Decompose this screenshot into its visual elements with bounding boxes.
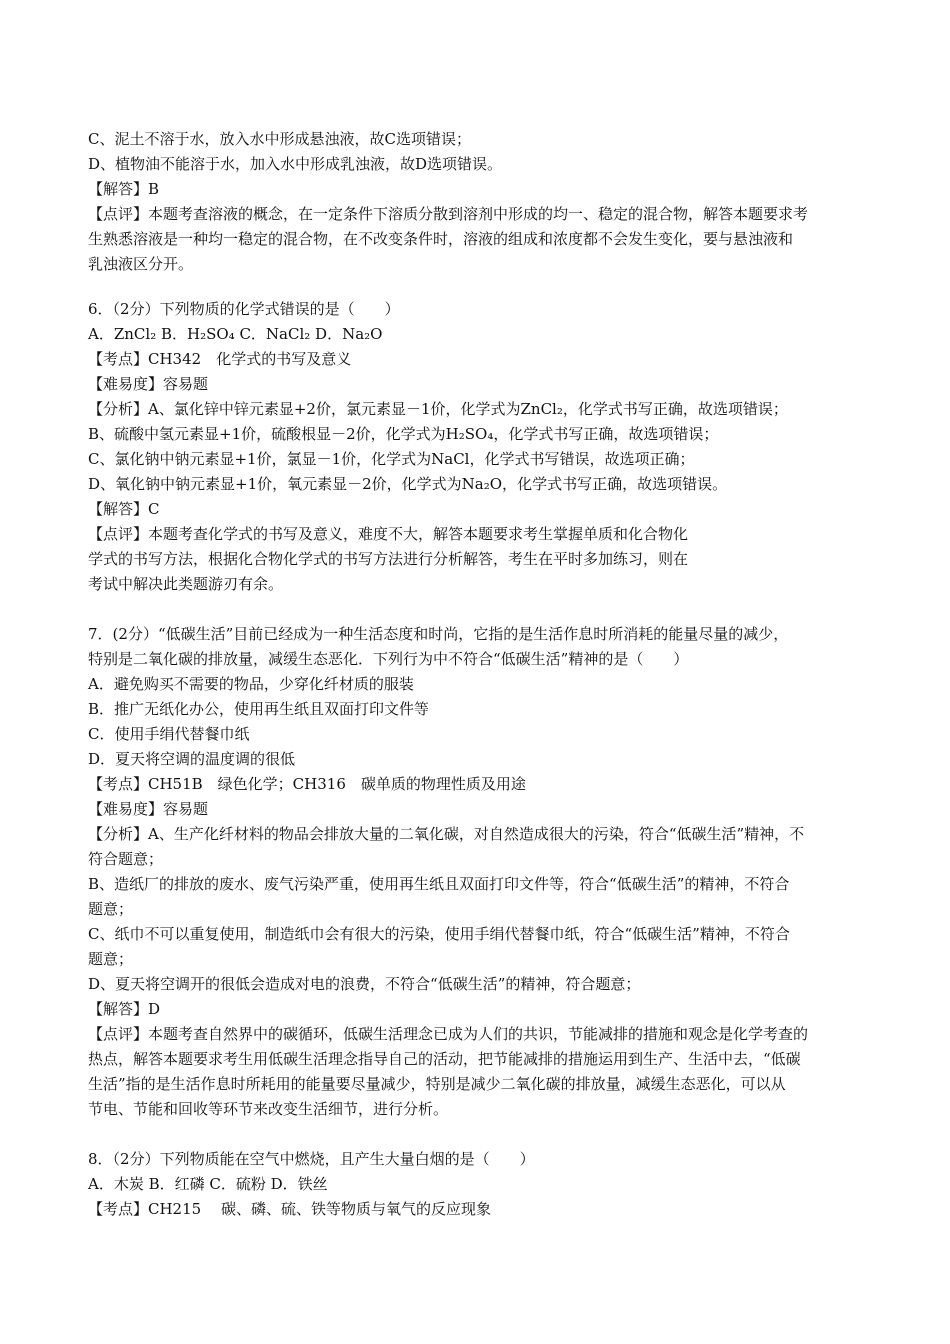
analysis-line: 【分析】A、氯化锌中锌元素显+2价，氯元素显－1价，化学式为ZnCl₂，化学式书写正确，故选项错误；: [88, 400, 788, 418]
comment-line: 乳浊液区分开。: [88, 255, 194, 273]
analysis-line: D、氧化钠中钠元素显+1价，氧元素显－2价，化学式为Na₂O，化学式书写正确，故选项错误。: [88, 475, 728, 493]
comment-line: 热点，解答本题要求考生用低碳生活理念指导自己的活动，把节能减排的措施运用到生产、生活中去，“低碳: [88, 1050, 801, 1068]
option-c-analysis: C、泥土不溶于水，放入水中形成悬浊液，故C选项错误；: [88, 130, 471, 148]
option-c: C．使用手绢代替餐巾纸: [88, 725, 250, 743]
knowledge-point: 【考点】CH215 碳、磷、硫、铁等物质与氧气的反应现象: [88, 1200, 491, 1218]
question-stem: 特别是二氧化碳的排放量，减缓生态恶化．下列行为中不符合“低碳生活”精神的是（ ）: [88, 650, 689, 668]
comment-line: 【点评】本题考查自然界中的碳循环，低碳生活理念已成为人们的共识，节能减排的措施和观念是化学考查的: [88, 1025, 809, 1043]
comment-line: 节电、节能和回收等环节来改变生活细节，进行分析。: [88, 1100, 449, 1118]
analysis-line: 符合题意；: [88, 850, 164, 868]
question-stem: 8．（2分）下列物质能在空气中燃烧，且产生大量白烟的是（ ）: [88, 1150, 535, 1168]
option-d: D．夏天将空调的温度调的很低: [88, 750, 296, 768]
comment-line: 【点评】本题考查化学式的书写及意义，难度不大，解答本题要求考生掌握单质和化合物化: [88, 525, 689, 543]
option-b: B．推广无纸化办公，使用再生纸且双面打印文件等: [88, 700, 430, 718]
difficulty: 【难易度】容易题: [88, 375, 209, 393]
comment-line: 学式的书写方法，根据化合物化学式的书写方法进行分析解答，考生在平时多加练习，则在: [88, 550, 689, 568]
option-d-analysis: D、植物油不能溶于水，加入水中形成乳浊液，故D选项错误。: [88, 155, 503, 173]
analysis-line: 【分析】A、生产化纤材料的物品会排放大量的二氧化碳，对自然造成很大的污染，符合“低碳生活”精神，不: [88, 825, 805, 843]
answer-line: 【解答】C: [88, 500, 160, 518]
knowledge-point: 【考点】CH342 化学式的书写及意义: [88, 350, 352, 368]
comment-line: 生活”指的是生活作息时所耗用的能量要尽量减少，特别是减少二氧化碳的排放量，减缓生态恶化，可以从: [88, 1075, 786, 1093]
knowledge-point: 【考点】CH51B 绿色化学；CH316 碳单质的物理性质及用途: [88, 775, 526, 793]
question-stem: 7．(2分）“低碳生活”目前已经成为一种生活态度和时尚，它指的是生活作息时所消耗的能量尽量的减少，: [88, 625, 789, 643]
answer-line: 【解答】B: [88, 180, 160, 198]
question-options: A．木炭 B．红磷 C．硫粉 D．铁丝: [88, 1175, 328, 1193]
analysis-line: C、氯化钠中钠元素显+1价，氯显－1价，化学式为NaCl，化学式书写错误，故选项正确；: [88, 450, 695, 468]
analysis-line: D、夏天将空调开的很低会造成对电的浪费，不符合“低碳生活”的精神，符合题意；: [88, 975, 641, 993]
analysis-line: B、硫酸中氢元素显+1价，硫酸根显－2价，化学式为H₂SO₄，化学式书写正确，故选项错误；: [88, 425, 719, 443]
option-a: A．避免购买不需要的物品，少穿化纤材质的服装: [88, 675, 414, 693]
question-stem: 6．（2分）下列物质的化学式错误的是（ ）: [88, 300, 400, 318]
analysis-line: B、造纸厂的排放的废水、废气污染严重，使用再生纸且双面打印文件等，符合“低碳生活”的精神，不符合: [88, 875, 790, 893]
comment-line: 【点评】本题考查溶液的概念，在一定条件下溶质分散到溶剂中形成的均一、稳定的混合物，解答本题要求考: [88, 205, 809, 223]
question-options: A．ZnCl₂ B．H₂SO₄ C．NaCl₂ D．Na₂O: [88, 325, 383, 343]
comment-line: 生熟悉溶液是一种均一稳定的混合物，在不改变条件时，溶液的组成和浓度都不会发生变化，要与悬浊液和: [88, 230, 794, 248]
answer-line: 【解答】D: [88, 1000, 161, 1018]
analysis-line: 题意；: [88, 900, 134, 918]
analysis-line: C、纸巾不可以重复使用，制造纸巾会有很大的污染，使用手绢代替餐巾纸，符合“低碳生活”精神，不符合: [88, 925, 790, 943]
difficulty: 【难易度】容易题: [88, 800, 209, 818]
analysis-line: 题意；: [88, 950, 134, 968]
comment-line: 考试中解决此类题游刃有余。: [88, 575, 284, 593]
